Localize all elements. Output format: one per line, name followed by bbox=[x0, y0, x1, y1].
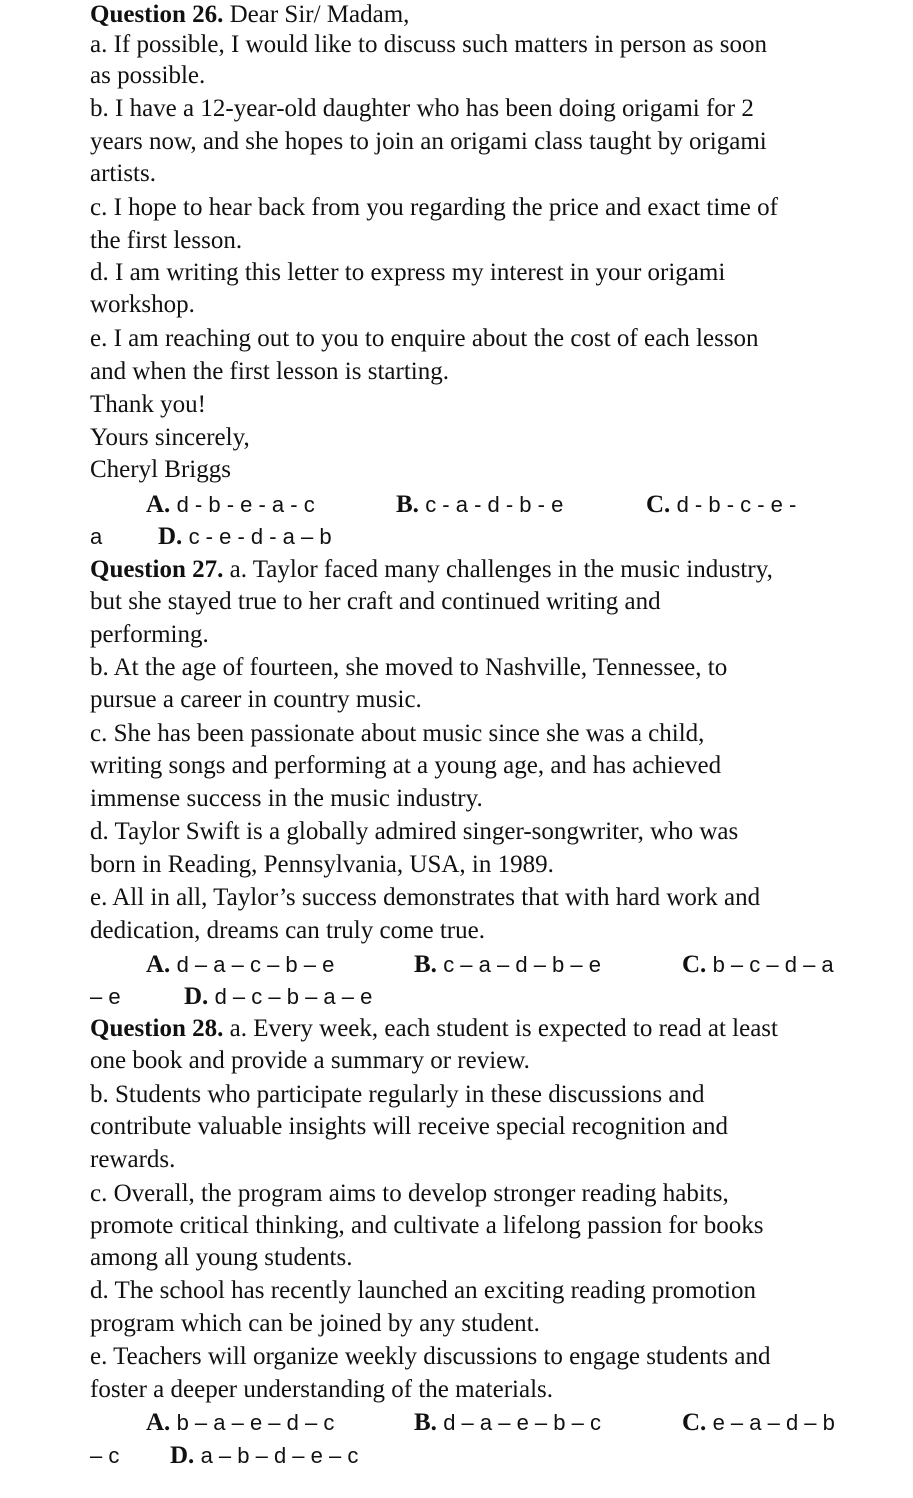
q27-line: immense success in the music industry. bbox=[90, 785, 483, 812]
q28-line: among all young students. bbox=[90, 1244, 353, 1271]
q26-option-b[interactable]: B. c - a - d - b - e bbox=[396, 491, 564, 518]
q26-line: workshop. bbox=[90, 291, 195, 318]
q27-line: performing. bbox=[90, 621, 209, 648]
q27-line: but she stayed true to her craft and continued writing and bbox=[90, 588, 661, 615]
q26-line: years now, and she hopes to join an origami class taught by origami bbox=[90, 128, 767, 155]
q28-option-a[interactable]: A. b – a – e – d – c bbox=[146, 1409, 335, 1436]
q28-option-b[interactable]: B. d – a – e – b – c bbox=[414, 1409, 601, 1436]
q26-line: d. I am writing this letter to express my interest in your origami bbox=[90, 259, 726, 286]
q28-title: Question 28. bbox=[90, 1015, 224, 1042]
q28-line: one book and provide a summary or review. bbox=[90, 1047, 530, 1074]
q27-heading bbox=[90, 555, 773, 585]
q27-option-a[interactable]: A. d – a – c – b – e bbox=[146, 951, 335, 978]
q27-line: dedication, dreams can truly come true. bbox=[90, 917, 485, 944]
q27-option-d[interactable]: D. d – c – b – a – e bbox=[184, 983, 373, 1010]
q27-line: writing songs and performing at a young age, and has achieved bbox=[90, 752, 722, 779]
q28-line: foster a deeper understanding of the materials. bbox=[90, 1376, 554, 1403]
q27-line: d. Taylor Swift is a globally admired singer-songwriter, who was bbox=[90, 818, 739, 845]
q28-line: c. Overall, the program aims to develop stronger reading habits, bbox=[90, 1180, 729, 1207]
q28-option-c[interactable]: C. e – a – d – b bbox=[682, 1409, 835, 1436]
q28-option-c-continued: – c bbox=[90, 1443, 120, 1468]
q28-line: program which can be joined by any student. bbox=[90, 1310, 540, 1337]
q26-closing: Yours sincerely, bbox=[90, 424, 250, 451]
q26-option-c[interactable]: C. d - b - c - e - bbox=[646, 491, 797, 518]
q26-line: a. If possible, I would like to discuss such matters in person as soon bbox=[90, 31, 767, 58]
q28-line: e. Teachers will organize weekly discussions to engage students and bbox=[90, 1343, 771, 1370]
q27-line: born in Reading, Pennsylvania, USA, in 1989. bbox=[90, 851, 554, 878]
q28-heading bbox=[90, 1014, 778, 1044]
q27-line: pursue a career in country music. bbox=[90, 686, 422, 713]
q28-line: b. Students who participate regularly in these discussions and bbox=[90, 1081, 705, 1108]
q28-line: contribute valuable insights will receive special recognition and bbox=[90, 1113, 728, 1140]
q26-line: c. I hope to hear back from you regarding the price and exact time of bbox=[90, 194, 778, 221]
q27-option-b[interactable]: B. c – a – d – b – e bbox=[414, 951, 601, 978]
q27-option-c[interactable]: C. b – c – d – a bbox=[682, 951, 834, 978]
q27-line: e. All in all, Taylor’s success demonstrates that with hard work and bbox=[90, 884, 761, 911]
q26-line: b. I have a 12-year-old daughter who has been doing origami for 2 bbox=[90, 95, 754, 122]
q26-line: the first lesson. bbox=[90, 227, 243, 254]
q28-line: rewards. bbox=[90, 1146, 176, 1173]
q27-line-first: a. Taylor faced many challenges in the music industry, bbox=[229, 556, 773, 583]
q26-line: as possible. bbox=[90, 62, 206, 89]
q28-line: d. The school has recently launched an exciting reading promotion bbox=[90, 1277, 757, 1304]
q27-line: c. She has been passionate about music since she was a child, bbox=[90, 720, 705, 747]
q26-heading bbox=[90, 0, 409, 30]
q26-option-c-continued: a bbox=[90, 524, 103, 549]
q28-option-d[interactable]: D. a – b – d – e – c bbox=[170, 1442, 359, 1469]
q26-option-d[interactable]: D. c - e - d - a – b bbox=[158, 523, 332, 550]
q26-option-a[interactable]: A. d - b - e - a - c bbox=[146, 491, 315, 518]
q27-option-c-continued: – e bbox=[90, 984, 121, 1009]
q26-line: artists. bbox=[90, 160, 156, 187]
q27-line: b. At the age of fourteen, she moved to Nashville, Tennessee, to bbox=[90, 654, 728, 681]
q26-intro: Dear Sir/ Madam, bbox=[229, 1, 410, 28]
q28-line: promote critical thinking, and cultivate a lifelong passion for books bbox=[90, 1212, 764, 1239]
q28-line-first: a. Every week, each student is expected to read at least bbox=[229, 1015, 778, 1042]
q26-signature: Cheryl Briggs bbox=[90, 456, 231, 483]
q26-title: Question 26. bbox=[90, 1, 224, 28]
q26-line: e. I am reaching out to you to enquire about the cost of each lesson bbox=[90, 325, 759, 352]
q27-title: Question 27. bbox=[90, 556, 224, 583]
q26-closing: Thank you! bbox=[90, 391, 206, 418]
q26-line: and when the first lesson is starting. bbox=[90, 358, 449, 385]
